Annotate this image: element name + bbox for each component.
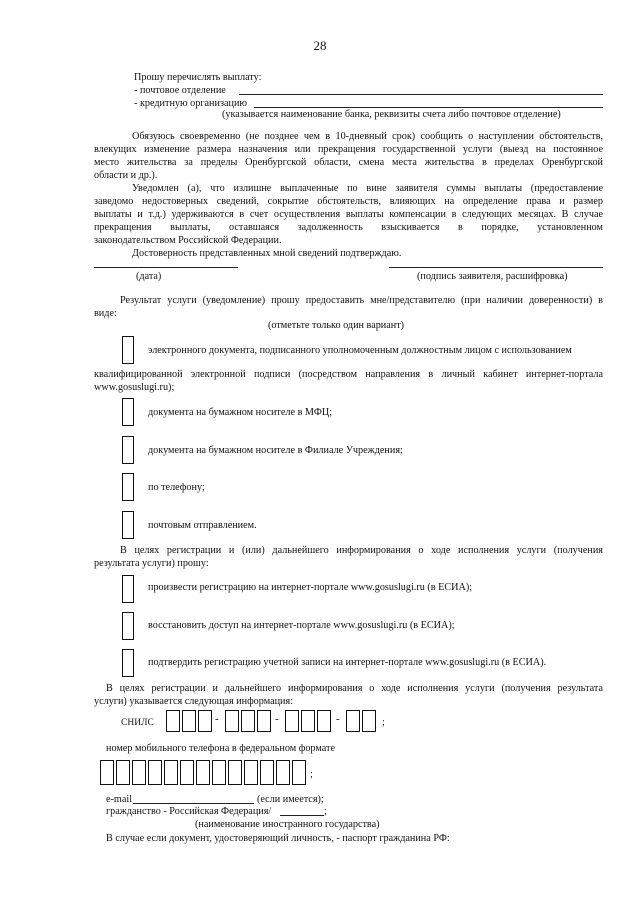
snils-cell[interactable] [301, 710, 315, 732]
result-line-2: виде: [94, 308, 117, 319]
snils-cell[interactable] [362, 710, 376, 732]
phone-cell[interactable] [260, 760, 274, 785]
signature-field[interactable] [389, 267, 603, 268]
phone-cell[interactable] [196, 760, 210, 785]
phone-label: номер мобильного телефона в федеральном формате [106, 743, 335, 754]
notice-line-2: заведомо недостоверных сведений, сокрытие обстоятельств, влияющих на определение права и размер [94, 196, 603, 207]
snils-cell[interactable] [346, 710, 360, 732]
date-field[interactable] [94, 267, 238, 268]
registration-line-2: результата услуги) прошу: [94, 558, 209, 569]
email-suffix: (если имеется); [257, 794, 324, 805]
option-mfc: документа на бумажном носителе в МФЦ; [148, 407, 333, 418]
phone-cell[interactable] [180, 760, 194, 785]
option-electronic: электронного документа, подписанного уполномоченным должностным лицом с использованием [148, 345, 572, 356]
phone-cell[interactable] [292, 760, 306, 785]
option-electronic-cont-2: www.gosuslugi.ru); [94, 382, 175, 393]
post-office-label: - почтовое отделение [134, 85, 226, 96]
date-label: (дата) [136, 271, 162, 282]
info-line-2: услуги) указывается следующая информация: [94, 696, 294, 707]
obligation-line-1: Обязуюсь своевременно (не позднее чем в 10-дневный срок) сообщить о наступлении обстоятельств, [132, 131, 603, 142]
foreign-state-field[interactable] [280, 815, 324, 816]
obligation-line-3: место жительства за пределы Оренбургской области, смена места жительства в пределах Оренбургской [94, 157, 603, 168]
option-phone: по телефону; [148, 482, 205, 493]
notice-line-3: выплаты и т.д.) удерживаются в счет осуществления выплаты компенсации в следующих месяцах. В случае [94, 209, 603, 220]
snils-cell[interactable] [317, 710, 331, 732]
citizenship-label: гражданство - Российская Федерация/ [106, 806, 272, 817]
snils-label: СНИЛС [121, 718, 154, 728]
option-confirm: подтвердить регистрацию учетной записи на интернет-портале www.gosuslugi.ru (в ЕСИА). [148, 657, 547, 668]
info-line-1: В целях регистрации и дальнейшего информирования о ходе исполнения услуги (получения результата [106, 683, 603, 694]
snils-cell[interactable] [257, 710, 271, 732]
phone-cell[interactable] [276, 760, 290, 785]
foreign-state-hint: (наименование иностранного государства) [195, 819, 380, 830]
snils-dash: - [336, 713, 340, 725]
notice-line-4: прекращения выплаты, оставшаяся задолженность взыскивается в порядке, установленном [94, 222, 603, 233]
notice-line-5: законодательством Российской Федерации. [94, 235, 282, 246]
payment-hint: (указывается наименование банка, реквизиты счета либо почтовое отделение) [222, 109, 561, 120]
obligation-line-2: влекущих изменение размера назначения или прекращения государственной услуги (выезд на постоянное [94, 144, 603, 155]
option-restore: восстановить доступ на интернет-портале www.gosuslugi.ru (в ЕСИА); [148, 620, 455, 631]
passport-line: В случае если документ, удостоверяющий личность, - паспорт гражданина РФ: [106, 833, 450, 844]
credit-org-label: - кредитную организацию [134, 98, 248, 109]
phone-cell[interactable] [148, 760, 162, 785]
snils-cell[interactable] [225, 710, 239, 732]
phone-cell[interactable] [116, 760, 130, 785]
phone-cell[interactable] [228, 760, 242, 785]
phone-cell[interactable] [132, 760, 146, 785]
citizenship-semicolon: ; [324, 806, 327, 817]
option-branch: документа на бумажном носителе в Филиале Учреждения; [148, 445, 403, 456]
phone-cell[interactable] [164, 760, 178, 785]
snils-cell[interactable] [198, 710, 212, 732]
snils-cell[interactable] [182, 710, 196, 732]
snils-dash: - [275, 713, 279, 725]
registration-line-1: В целях регистрации и (или) дальнейшего информирования о ходе исполнения услуги (получения [120, 545, 603, 556]
email-field[interactable] [133, 803, 254, 804]
checkbox-mfc[interactable] [122, 398, 134, 426]
checkbox-register[interactable] [122, 575, 134, 603]
phone-cell[interactable] [100, 760, 114, 785]
snils-cell[interactable] [166, 710, 180, 732]
option-electronic-cont-1: квалифицированной электронной подписи (посредством направления в личный кабинет интернет-портала [94, 369, 603, 380]
checkbox-post[interactable] [122, 511, 134, 539]
checkbox-phone[interactable] [122, 473, 134, 501]
page-number: 28 [313, 38, 327, 53]
phone-semicolon: ; [310, 769, 313, 780]
result-line-1: Результат услуги (уведомление) прошу предоставить мне/представителю (при наличии доверенности) в [120, 295, 603, 306]
option-register: произвести регистрацию на интернет-портале www.gosuslugi.ru (в ЕСИА); [148, 582, 473, 593]
checkbox-confirm[interactable] [122, 649, 134, 677]
option-post: почтовым отправлением. [148, 520, 257, 531]
result-note: (отметьте только один вариант) [268, 320, 405, 331]
snils-cell[interactable] [285, 710, 299, 732]
obligation-line-4: области и др.). [94, 170, 158, 181]
confirm-text: Достоверность представленных мной сведений подтверждаю. [132, 248, 402, 259]
notice-line-1: Уведомлен (а), что излишне выплаченные по вине заявителя суммы выплаты (предоставление [132, 183, 603, 194]
snils-cell[interactable] [241, 710, 255, 732]
checkbox-branch[interactable] [122, 436, 134, 464]
phone-cell[interactable] [244, 760, 258, 785]
signature-label: (подпись заявителя, расшифровка) [417, 271, 568, 282]
snils-dash: - [215, 713, 219, 725]
email-label: e-mail [106, 794, 133, 805]
checkbox-restore[interactable] [122, 612, 134, 640]
phone-cell[interactable] [212, 760, 226, 785]
checkbox-electronic[interactable] [122, 336, 134, 364]
snils-semicolon: ; [382, 717, 385, 728]
post-office-field[interactable] [239, 94, 603, 95]
payment-heading: Прошу перечислять выплату: [134, 72, 262, 83]
